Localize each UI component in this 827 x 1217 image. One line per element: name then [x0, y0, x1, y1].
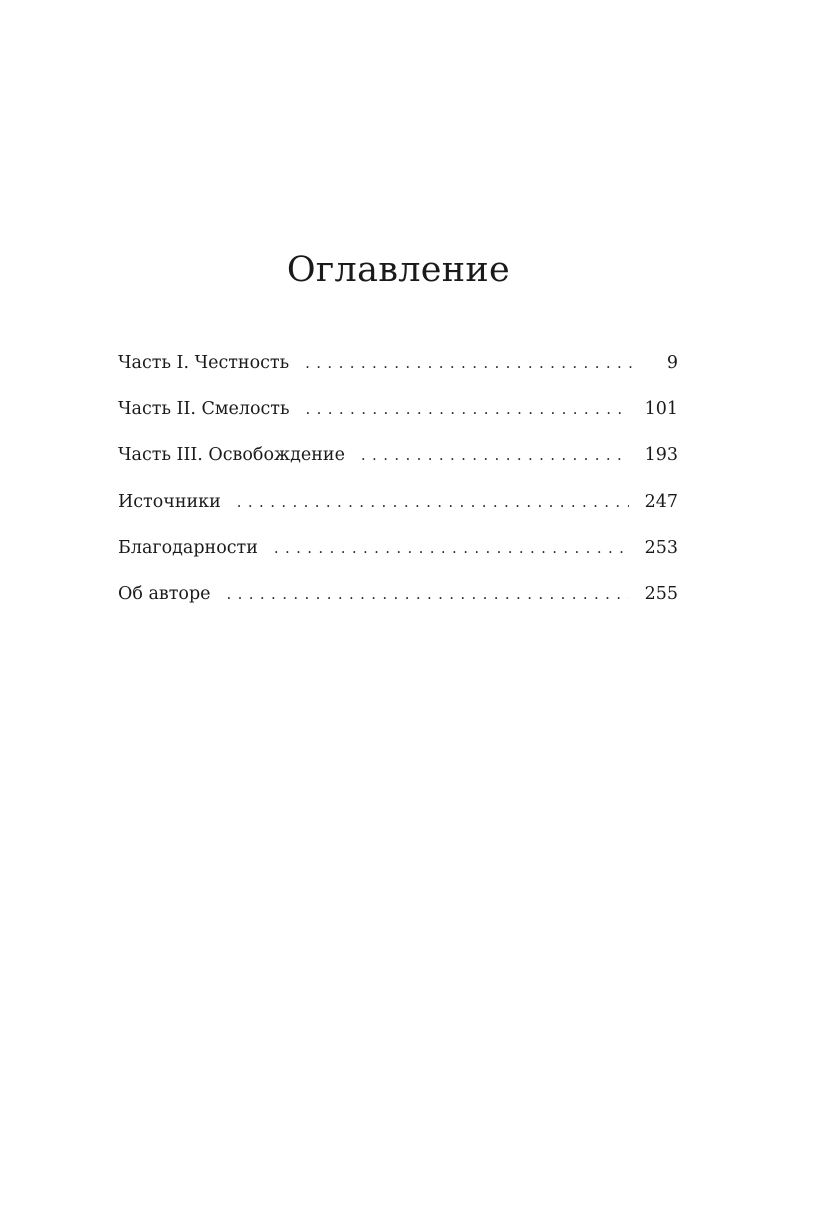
toc-entry-page-number: 247 [644, 491, 678, 512]
dot-leader [305, 349, 632, 377]
toc-entry-page-number: 101 [644, 399, 678, 420]
toc-entry-page-number: 253 [644, 537, 678, 558]
toc-entry-label: Часть I. Честность [118, 353, 290, 373]
toc-entry-page-number: 9 [666, 353, 678, 373]
toc-entry-label: Источники [118, 491, 221, 512]
dot-leader [306, 395, 629, 423]
toc-entry-label: Часть II. Смелость [118, 399, 290, 420]
page-title: Оглавление [286, 250, 511, 290]
toc-entry-part-2[interactable] [118, 395, 678, 441]
toc-entry-label: Благодарности [118, 537, 258, 558]
dot-leader [361, 441, 629, 469]
toc-entry-acknowledgements[interactable] [118, 534, 678, 580]
dot-leader [227, 580, 629, 608]
toc-entry-part-3[interactable] [118, 441, 678, 487]
toc-entry-label: Об авторе [118, 583, 211, 604]
table-of-contents [118, 349, 678, 626]
toc-entry-page-number: 193 [644, 445, 678, 466]
toc-entry-part-1[interactable] [118, 349, 678, 395]
toc-entry-sources[interactable] [118, 488, 678, 534]
dot-leader [237, 488, 629, 516]
dot-leader [274, 534, 629, 562]
toc-entry-page-number: 255 [644, 583, 678, 604]
toc-entry-label: Часть III. Освобождение [118, 445, 345, 466]
toc-entry-about-author[interactable] [118, 580, 678, 626]
